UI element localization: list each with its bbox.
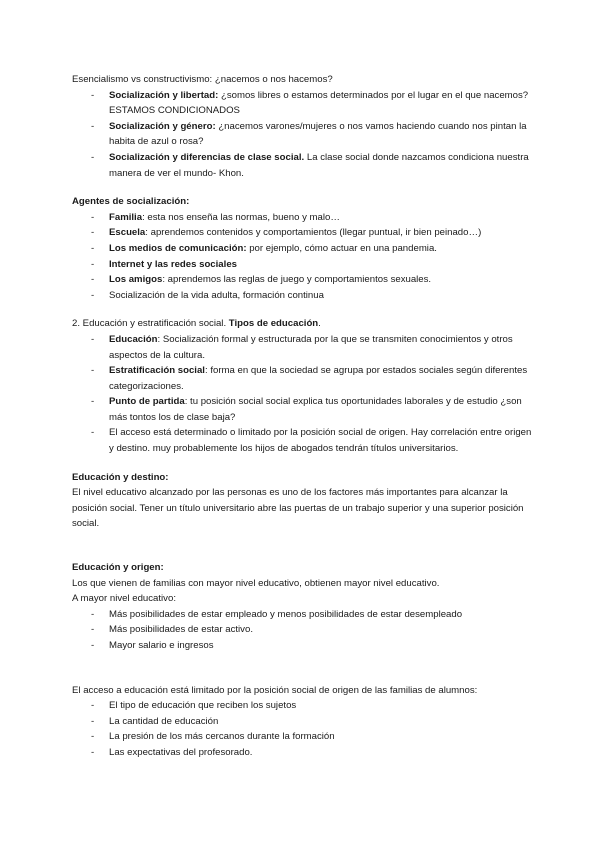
list-item xyxy=(72,150,532,181)
item-label: Internet y las redes sociales xyxy=(109,258,237,270)
dash-bullet: - xyxy=(91,258,95,270)
spacer xyxy=(72,181,532,194)
list-item xyxy=(72,607,532,623)
section2-heading-bold: Tipos de educación xyxy=(228,318,319,330)
origen-line: Los que vienen de familias con mayor nivel educativo, obtienen mayor nivel educativo. xyxy=(72,577,440,589)
dash-bullet: - xyxy=(91,365,95,377)
agentes-heading: Agentes de socialización: xyxy=(72,196,190,208)
dash-bullet: - xyxy=(91,289,95,301)
item-text: Más posibilidades de estar activo. xyxy=(109,624,253,636)
dash-bullet: - xyxy=(91,700,95,712)
list-item xyxy=(72,257,532,273)
dash-bullet: - xyxy=(91,624,95,636)
item-label: Socialización y diferencias de clase social xyxy=(109,151,302,163)
item-sep: : xyxy=(215,89,221,101)
dash-bullet: - xyxy=(91,151,95,163)
item-text: ¿nacemos varones/mujeres o nos vamos haciendo cuando nos pintan la habita de azul o rosa? xyxy=(109,120,527,148)
section2-list xyxy=(72,332,532,457)
section2-heading-plain: 2. Educación y estratificación social. xyxy=(72,318,229,330)
section2-heading xyxy=(72,316,532,332)
item-sep: : xyxy=(142,211,148,223)
item-label: Estratificación social xyxy=(109,365,205,377)
item-text: El acceso está determinado o limitado por la posición social de origen. Hay correlación entre origen y destino. muy probablemente los hijos de abogados tendrán títulos universitarios. xyxy=(109,427,532,455)
list-item xyxy=(72,638,532,654)
document-content xyxy=(72,72,532,761)
item-label: Escuela xyxy=(109,227,146,239)
dash-bullet: - xyxy=(91,608,95,620)
spacer xyxy=(72,654,532,683)
list-item xyxy=(72,729,532,745)
dash-bullet: - xyxy=(91,242,95,254)
item-label: Familia xyxy=(109,211,143,223)
item-label: Los amigos xyxy=(109,274,163,286)
item-label: Socialización y libertad xyxy=(109,89,216,101)
dash-bullet: - xyxy=(91,715,95,727)
item-text: Mayor salario e ingresos xyxy=(109,640,214,651)
dash-bullet: - xyxy=(91,427,95,439)
list-item xyxy=(72,745,532,761)
item-label: Los medios de comunicación xyxy=(109,242,244,254)
list-item xyxy=(72,394,532,425)
dash-bullet: - xyxy=(91,89,95,101)
list-item xyxy=(72,272,532,288)
spacer xyxy=(72,457,532,470)
item-text: ¿somos libres o estamos determinados por el lugar en el que nacemos? ESTAMOS CONDICIONADOS xyxy=(109,89,529,117)
origen-list xyxy=(72,607,532,654)
item-sep: : xyxy=(157,333,163,345)
list-item xyxy=(72,363,532,394)
item-sep: : xyxy=(243,242,250,254)
list-item xyxy=(72,225,532,241)
intro-heading: Esencialismo vs constructivismo: ¿nacemos o nos hacemos? xyxy=(72,74,333,85)
item-sep: : xyxy=(204,365,211,377)
dash-bullet: - xyxy=(91,396,95,408)
list-item xyxy=(72,332,532,363)
item-text: esta nos enseña las normas, bueno y malo… xyxy=(147,211,340,223)
item-text: La presión de los más cercanos durante la formación xyxy=(109,731,335,743)
section2-heading-end: . xyxy=(318,318,321,330)
dash-bullet: - xyxy=(91,746,95,758)
list-item xyxy=(72,210,532,226)
acceso-list xyxy=(72,698,532,760)
dash-bullet: - xyxy=(91,274,95,286)
list-item xyxy=(72,241,532,257)
list-item xyxy=(72,698,532,714)
item-text: El tipo de educación que reciben los sujetos xyxy=(109,700,297,712)
item-label: Socialización y género xyxy=(109,120,213,132)
item-text: aprendemos las reglas de juego y comportamientos sexuales. xyxy=(167,274,432,286)
list-item xyxy=(72,714,532,730)
item-text: La clase social donde nazcamos condiciona nuestra manera de ver el mundo- Khon. xyxy=(109,151,529,179)
list-item xyxy=(72,425,532,456)
destino-paragraph: El nivel educativo alcanzado por las personas es uno de los factores más importantes para alcanzar la posición social. Tener un título universitario abre las puertas de un trabajo superior y una superior posición social. xyxy=(72,487,524,530)
dash-bullet: - xyxy=(91,227,95,239)
dash-bullet: - xyxy=(91,211,95,223)
item-text: por ejemplo, cómo actuar en una pandemia. xyxy=(249,242,437,254)
agentes-list xyxy=(72,210,532,304)
origen-heading: Educación y origen: xyxy=(72,562,164,574)
dash-bullet: - xyxy=(91,731,95,743)
spacer xyxy=(72,532,532,560)
item-text: tu posición social social explica tus oportunidades laborales y de estudio ¿son más tontos los de clase baja? xyxy=(109,396,522,423)
item-text: Las expectativas del profesorado. xyxy=(109,746,253,758)
origen-line: A mayor nivel educativo: xyxy=(72,593,176,605)
dash-bullet: - xyxy=(91,333,95,345)
item-text: Más posibilidades de estar empleado y menos posibilidades de estar desempleado xyxy=(109,608,463,620)
list-item xyxy=(72,288,532,304)
item-label: Educación xyxy=(109,333,158,345)
item-label: Punto de partida xyxy=(109,396,185,408)
item-sep: : xyxy=(162,274,168,286)
destino-heading: Educación y destino: xyxy=(72,471,169,483)
dash-bullet: - xyxy=(91,640,95,651)
item-text: Socialización formal y estructurada por la que se transmiten conocimientos y otros aspectos de la cultura. xyxy=(109,333,513,361)
spacer xyxy=(72,303,532,316)
dash-bullet: - xyxy=(91,120,95,132)
item-text: aprendemos contenidos y comportamientos (llegar puntual, ir bien peinado…) xyxy=(150,227,482,239)
intro-list xyxy=(72,88,532,182)
item-text: Socialización de la vida adulta, formación continua xyxy=(109,289,324,301)
list-item xyxy=(72,119,532,150)
item-sep: : xyxy=(184,396,191,408)
item-sep: : xyxy=(145,227,151,239)
item-sep: : xyxy=(212,120,219,132)
item-text: forma en que la sociedad se agrupa por estados sociales según diferentes categorizaciones. xyxy=(109,365,528,392)
list-item xyxy=(72,622,532,638)
list-item xyxy=(72,88,532,119)
item-sep: . xyxy=(301,151,307,163)
acceso-intro: El acceso a educación está limitado por la posición social de origen de las familias de alumnos: xyxy=(72,684,478,696)
item-text: La cantidad de educación xyxy=(109,715,219,727)
